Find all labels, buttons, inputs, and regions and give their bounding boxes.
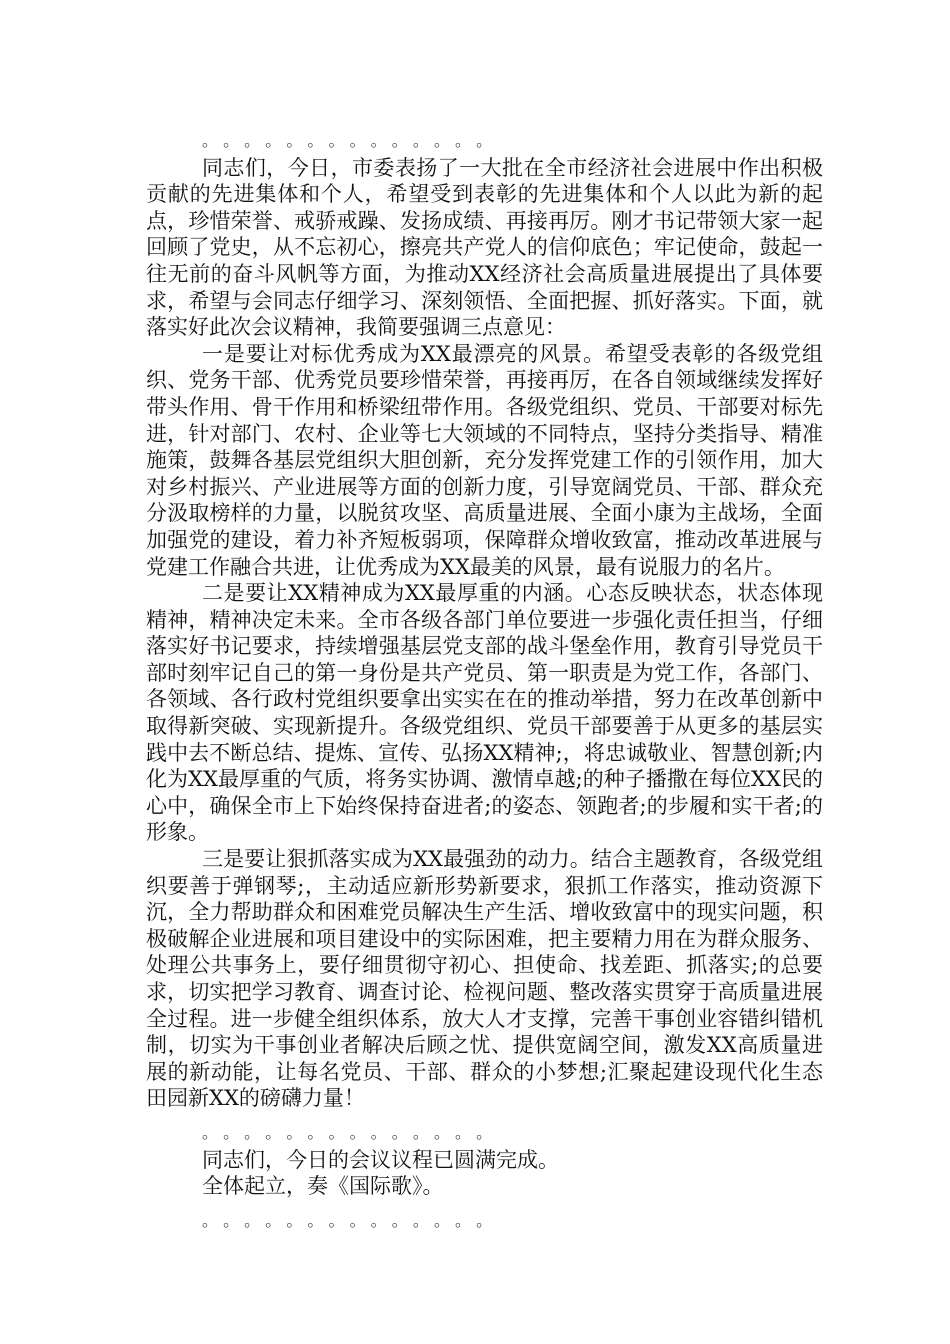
document-page (146, 128, 823, 1234)
spacer (146, 1112, 823, 1120)
separator-top: 。 。 。 。 。 。 。 。 。 。 。 。 。 。 (202, 131, 493, 150)
spacer (146, 1200, 823, 1208)
paragraph-point-two: 二是要让XX精神成为XX最厚重的内涵。心态反映状态，状态体现精神，精神决定未来。全市各级各部门单位要进一步强化责任担当，仔细落实好书记要求，持续增强基层党支部的战斗堡垒作用，教育引导党员干部时刻牢记自己的第一身份是共产党员、第一职责是为党工作，各部门、各领域、各行政村党组织要拿出实实在在的推动举措，努力在改革创新中取得新突破、实现新提升。各级党组织、党员干部要善于从更多的基层实践中去不断总结、提炼、宣传、弘扬XX精神;，将忠诚敬业、智慧创新;内化为XX最厚重的气质，将务实协调、激情卓越;的种子播撒在每位XX民的心中，确保全市上下始终保持奋进者;的姿态、领跑者;的步履和实干者;的形象。 (146, 581, 823, 845)
paragraph-intro: 同志们，今日，市委表扬了一大批在全市经济社会进展中作出积极贡献的先进集体和个人，希望受到表彰的先进集体和个人以此为新的起点，珍惜荣誉、戒骄戒躁、发扬成绩、再接再厉。刚才书记带领大家一起回顾了党史，从不忘初心，擦亮共产党人的信仰底色；牢记使命，鼓起一往无前的奋斗风帆等方面，为推动XX经济社会高质量进展提出了具体要求，希望与会同志仔细学习、深刻领悟、全面把握、抓好落实。下面，就落实好此次会议精神，我简要强调三点意见： (146, 155, 823, 340)
separator-middle: 。 。 。 。 。 。 。 。 。 。 。 。 。 。 (202, 1122, 493, 1142)
closing-line-agenda: 同志们，今日的会议议程已圆满完成。 (202, 1147, 559, 1172)
paragraph-point-three: 三是要让狠抓落实成为XX最强劲的动力。结合主题教育，各级党组织要善于弹钢琴;，主动适应新形势新要求，狠抓工作落实，推动资源下沉，全力帮助群众和困难党员解决生产生活、增收致富中的现实问题，积极破解企业进展和项目建设中的实际困难，把主要精力用在为群众服务、处理公共事务上，要仔细贯彻守初心、担使命、找差距、抓落实;的总要求，切实把学习教育、调查讨论、检视问题、整改落实贯穿于高质量进展全过程。进一步健全组织体系，放大人才支撑，完善干事创业容错纠错机制，切实为干事创业者解决后顾之忧、提供宽阔空间，激发XX高质量进展的新动能，让每名党员、干部、群众的小梦想;汇聚起建设现代化生态田园新XX的磅礴力量！ (146, 847, 823, 1111)
separator-bottom: 。 。 。 。 。 。 。 。 。 。 。 。 。 。 (202, 1210, 493, 1230)
paragraph-point-one: 一是要让对标优秀成为XX最漂亮的风景。希望受表彰的各级党组织、党务干部、优秀党员要珍惜荣誉，再接再厉，在各自领域继续发挥好带头作用、骨干作用和桥梁纽带作用。各级党组织、党员、干部要对标先进，针对部门、农村、企业等七大领域的不同特点，坚持分类指导、精准施策，鼓舞各基层党组织大胆创新，充分发挥党建工作的引领作用，加大对乡村振兴、产业进展等方面的创新力度，引导宽阔党员、干部、群众充分汲取榜样的力量，以脱贫攻坚、高质量进展、全面小康为主战场，全面加强党的建设，着力补齐短板弱项，保障群众增收致富，推动改革进展与党建工作融合共进，让优秀成为XX最美的风景，最有说服力的名片。 (146, 341, 823, 579)
closing-line-anthem: 全体起立，奏《国际歌》。 (202, 1174, 444, 1199)
